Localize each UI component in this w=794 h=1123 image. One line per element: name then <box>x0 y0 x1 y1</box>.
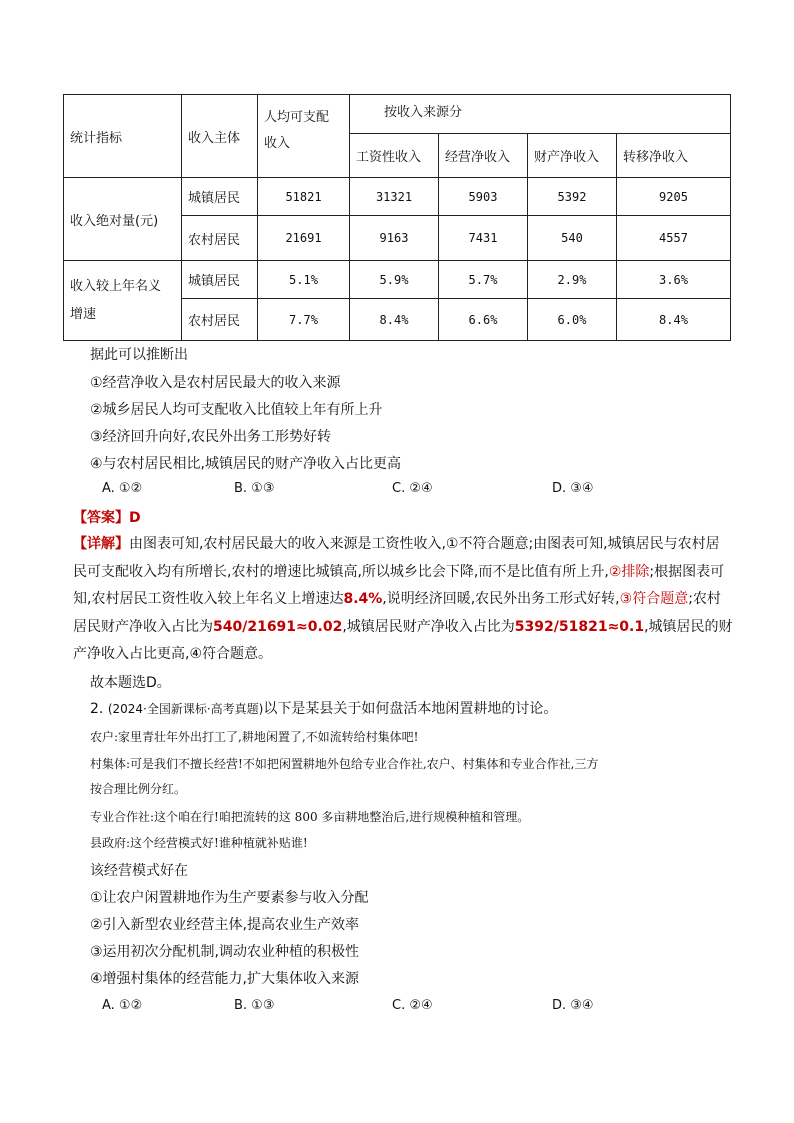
cell-value: 5392 <box>528 178 617 216</box>
q1-stem: 据此可以推断出 <box>90 347 188 363</box>
explain-text-2: ;根据图表可知,农村居民工资性收入较上年名义上增速达 <box>73 563 725 607</box>
cell-value: 51821 <box>258 178 350 216</box>
header-by-source: 按收入来源分 <box>350 95 731 134</box>
header-disposable <box>258 95 350 178</box>
cell-value: 7.7% <box>258 299 350 341</box>
row-subject: 城镇居民 <box>182 261 258 299</box>
q2-statement-2: ②引入新型农业经营主体,提高农业生产效率 <box>90 917 359 933</box>
cell-value: 5.1% <box>258 261 350 299</box>
cell-value: 4557 <box>617 216 731 261</box>
explain-text-1: 由图表可知,农村居民最大的收入来源是工资性收入,①不符合题意;由图表可知,城镇居民与农村居民可支配收入均有所增长,农村的增速比城镇高,所以城乡比会下降,而不是比值有所上升, <box>73 536 720 580</box>
cell-value: 5903 <box>439 178 528 216</box>
explain-highlight-5: 5392/51821≈0.1 <box>514 618 645 635</box>
q1-option-d[interactable]: D. ③④ <box>552 481 594 496</box>
q1-explanation <box>73 531 733 669</box>
q1-conclusion: 故本题选D。 <box>90 675 171 691</box>
header-business: 经营净收入 <box>439 134 528 178</box>
explain-highlight-4: 540/21691≈0.02 <box>213 618 343 635</box>
q2-stem: 该经营模式好在 <box>90 863 188 879</box>
header-disposable-line2: 收入 <box>264 136 291 151</box>
group-label-line2: 增速 <box>70 306 97 322</box>
q2-intro: 以下是某县关于如何盘活本地闲置耕地的讨论。 <box>263 701 558 717</box>
q2-option-c[interactable]: C. ②④ <box>392 998 433 1013</box>
cell-value: 8.4% <box>350 299 439 341</box>
header-property: 财产净收入 <box>528 134 617 178</box>
answer-label: 【答案】 <box>73 510 129 526</box>
cell-value: 8.4% <box>617 299 731 341</box>
q2-heading <box>90 698 557 718</box>
income-stats-table <box>63 94 731 341</box>
q2-dialog-line: 县政府:这个经营模式好!谁种植就补贴谁! <box>90 836 308 850</box>
q2-dialog-line: 按合理比例分红。 <box>90 782 187 796</box>
explain-highlight-1: ②排除 <box>608 563 650 580</box>
explain-text-5: ,城镇居民财产净收入占比为 <box>342 618 515 635</box>
answer-value: D <box>129 510 141 526</box>
cell-value: 540 <box>528 216 617 261</box>
q1-statement-4: ④与农村居民相比,城镇居民的财产净收入占比更高 <box>90 456 401 472</box>
q1-statement-3: ③经济回升向好,农民外出务工形势好转 <box>90 429 331 445</box>
cell-value: 6.0% <box>528 299 617 341</box>
q2-option-b[interactable]: B. ①③ <box>234 998 275 1013</box>
explain-label: 【详解】 <box>73 536 129 552</box>
cell-value: 5.9% <box>350 261 439 299</box>
q2-source: (2024·全国新课标·高考真题) <box>107 702 264 716</box>
cell-value: 5.7% <box>439 261 528 299</box>
q1-statement-2: ②城乡居民人均可支配收入比值较上年有所上升 <box>90 402 383 418</box>
cell-value: 9205 <box>617 178 731 216</box>
cell-value: 7431 <box>439 216 528 261</box>
explain-highlight-3: ③符合题意 <box>619 591 689 607</box>
q1-answer <box>73 507 141 527</box>
explain-text-6: ,城镇居民的财产净收入占比更高,④符合题意。 <box>73 618 733 662</box>
group-label-line1: 收入较上年名义 <box>70 278 162 294</box>
row-subject: 农村居民 <box>182 216 258 261</box>
q1-options <box>102 481 722 501</box>
header-indicator: 统计指标 <box>64 95 182 178</box>
header-subject: 收入主体 <box>182 95 258 178</box>
group-label: 收入绝对量(元) <box>64 178 182 261</box>
explain-text-3: ,说明经济回暖,农民外出务工形式好转, <box>382 591 620 607</box>
header-disposable-line1: 人均可支配 <box>264 110 330 125</box>
cell-value: 21691 <box>258 216 350 261</box>
row-subject: 农村居民 <box>182 299 258 341</box>
q2-dialog-line: 村集体:可是我们不擅长经营!不如把闲置耕地外包给专业合作社,农户、村集体和专业合作社,三方 <box>90 757 599 771</box>
q1-option-b[interactable]: B. ①③ <box>234 481 275 496</box>
row-subject: 城镇居民 <box>182 178 258 216</box>
group-label <box>64 261 182 341</box>
header-transfer: 转移净收入 <box>617 134 731 178</box>
cell-value: 3.6% <box>617 261 731 299</box>
q2-option-d[interactable]: D. ③④ <box>552 998 594 1013</box>
q2-dialog-line: 农户:家里青壮年外出打工了,耕地闲置了,不如流转给村集体吧! <box>90 730 419 744</box>
q2-number: 2. <box>90 701 104 717</box>
q1-option-c[interactable]: C. ②④ <box>392 481 433 496</box>
q2-statement-4: ④增强村集体的经营能力,扩大集体收入来源 <box>90 971 359 987</box>
q2-options <box>102 998 722 1018</box>
q2-statement-1: ①让农户闲置耕地作为生产要素参与收入分配 <box>90 890 369 906</box>
explain-text-4: ;农村居民财产净收入占比为 <box>73 591 721 635</box>
cell-value: 9163 <box>350 216 439 261</box>
q1-statement-1: ①经营净收入是农村居民最大的收入来源 <box>90 375 341 391</box>
header-wage: 工资性收入 <box>350 134 439 178</box>
q2-dialog-line: 专业合作社:这个咱在行!咱把流转的这 800 多亩耕地整治后,进行规模种植和管理。 <box>90 810 530 824</box>
q2-option-a[interactable]: A. ①② <box>102 998 143 1013</box>
explain-highlight-2: 8.4% <box>343 591 383 607</box>
cell-value: 31321 <box>350 178 439 216</box>
q2-statement-3: ③运用初次分配机制,调动农业种植的积极性 <box>90 944 359 960</box>
cell-value: 2.9% <box>528 261 617 299</box>
cell-value: 6.6% <box>439 299 528 341</box>
q1-option-a[interactable]: A. ①② <box>102 481 143 496</box>
